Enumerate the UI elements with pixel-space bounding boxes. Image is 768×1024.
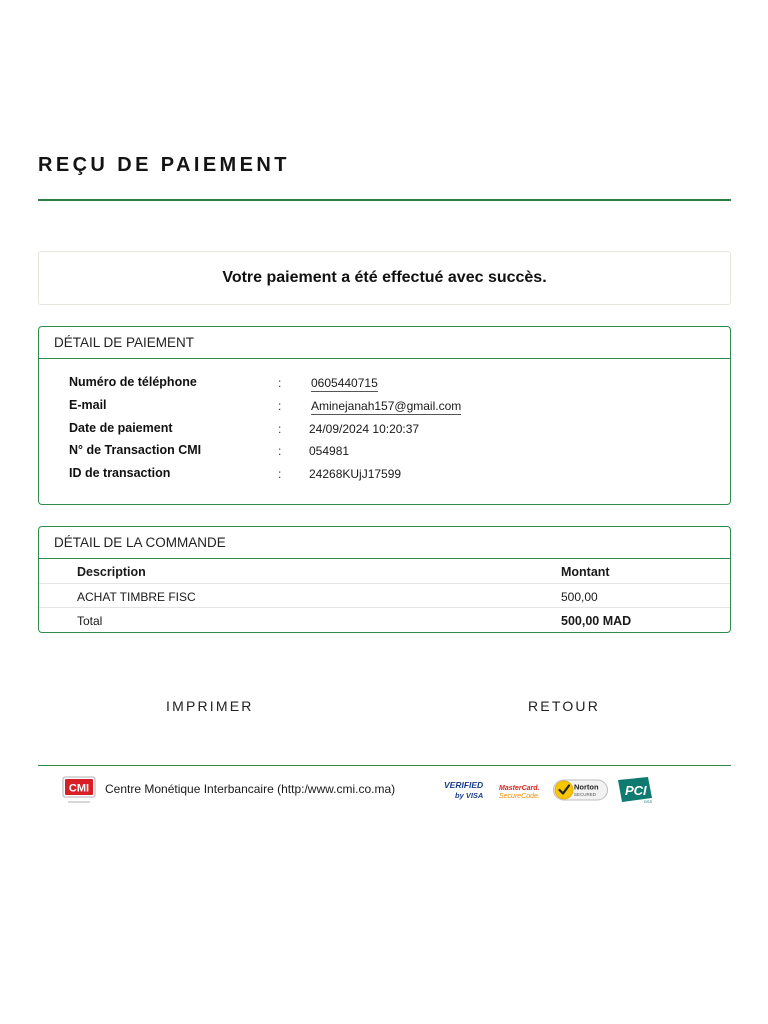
item-description: ACHAT TIMBRE FISC	[77, 589, 196, 604]
separator: :	[278, 421, 282, 436]
norton-secured-badge	[553, 778, 609, 802]
order-detail-header: DÉTAIL DE LA COMMANDE	[39, 527, 730, 559]
order-table	[39, 559, 730, 633]
detail-row-transaction-id	[39, 462, 730, 485]
svg-text:Norton: Norton	[574, 782, 599, 792]
email-value-link[interactable]: Aminejanah157@gmail.com	[311, 398, 462, 413]
separator: :	[278, 398, 282, 413]
detail-row-date	[39, 417, 730, 440]
column-header-description: Description	[77, 565, 146, 579]
detail-row-phone	[39, 371, 730, 394]
separator: :	[278, 376, 282, 390]
page-title: REÇU DE PAIEMENT	[38, 154, 290, 176]
detail-row-email	[39, 394, 730, 417]
svg-text:MasterCard.: MasterCard.	[499, 785, 540, 792]
phone-value-link[interactable]: 0605440715	[311, 376, 378, 390]
svg-text:VERIFIED: VERIFIED	[444, 780, 484, 790]
payment-detail-panel	[38, 326, 731, 505]
svg-text:PCI: PCI	[625, 783, 647, 798]
total-label: Total	[77, 614, 103, 628]
transaction-id-value: 24268KUjJ17599	[309, 467, 402, 482]
cmi-logo	[62, 776, 96, 806]
svg-text:SECURED: SECURED	[574, 792, 597, 797]
total-row	[39, 608, 730, 633]
verified-by-visa-badge	[443, 779, 485, 801]
date-value: 24/09/2024 10:20:37	[309, 421, 420, 436]
svg-text:DSS: DSS	[644, 799, 653, 804]
email-label: E-mail	[69, 397, 107, 412]
separator: :	[278, 444, 282, 459]
item-amount: 500,00	[561, 589, 598, 604]
svg-text:SecureCode.: SecureCode.	[499, 793, 540, 800]
pci-dss-badge	[616, 776, 656, 804]
cmi-transaction-value: 054981	[309, 444, 350, 459]
back-button[interactable]: RETOUR	[528, 698, 601, 714]
success-message: Votre paiement a été effectué avec succès.	[38, 251, 731, 305]
cmi-transaction-label: N° de Transaction CMI	[69, 443, 202, 458]
table-row	[39, 584, 730, 609]
footer-cmi-text: Centre Monétique Interbancaire (http:/www.cmi.co.ma)	[105, 782, 396, 796]
footer-divider	[38, 765, 731, 766]
phone-label: Numéro de téléphone	[69, 375, 197, 389]
date-label: Date de paiement	[69, 420, 173, 435]
title-divider	[38, 199, 731, 201]
print-button[interactable]: IMPRIMER	[166, 698, 254, 714]
order-table-header-row	[39, 559, 730, 584]
payment-detail-header: DÉTAIL DE PAIEMENT	[39, 327, 730, 359]
svg-text:by VISA: by VISA	[455, 791, 484, 800]
transaction-id-label: ID de transaction	[69, 466, 171, 481]
column-header-amount: Montant	[561, 565, 610, 579]
detail-row-cmi-transaction	[39, 439, 730, 462]
separator: :	[278, 467, 282, 482]
total-value: 500,00 MAD	[561, 614, 632, 628]
order-detail-panel	[38, 526, 731, 633]
mastercard-securecode-badge	[498, 782, 542, 800]
cmi-logo-text: CMI	[68, 782, 90, 795]
